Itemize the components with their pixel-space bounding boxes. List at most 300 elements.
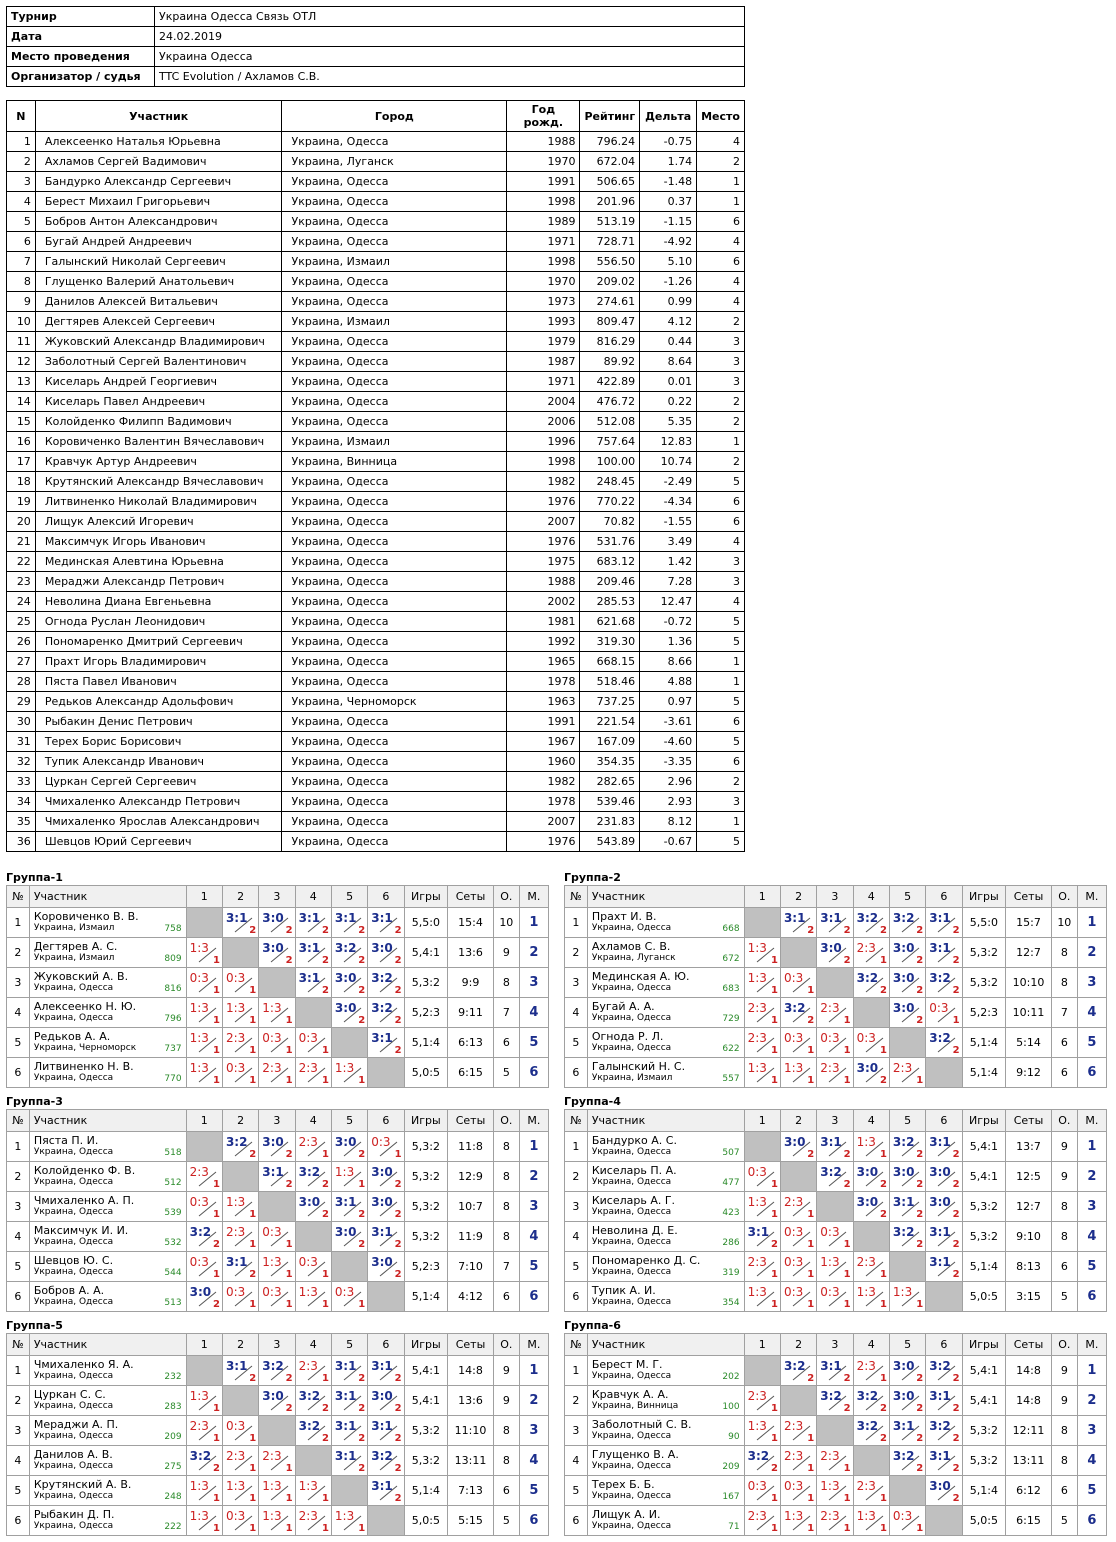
self-match-cell — [780, 938, 816, 968]
match-cell — [889, 1282, 925, 1312]
participant-cell: Рыбакин Денис Петрович — [35, 712, 282, 732]
match-points: 1 — [321, 1373, 329, 1384]
group-header-cell: О. — [493, 1334, 519, 1356]
participant-cell: 683.12 — [580, 552, 640, 572]
match-score: 3:1 — [371, 1479, 393, 1493]
seed-number: 4 — [7, 1222, 30, 1252]
player-rating: 668 — [722, 924, 740, 934]
seed-number: 5 — [7, 1028, 30, 1058]
participant-row — [7, 432, 745, 452]
match-cell — [295, 1416, 331, 1446]
match-cell — [889, 908, 925, 938]
player-city: Украина, Винница — [591, 1400, 679, 1411]
match-points: 1 — [249, 1045, 257, 1056]
match-score: 0:3 — [189, 1195, 209, 1209]
match-score: 3:2 — [929, 1419, 951, 1433]
match-cell — [186, 1386, 222, 1416]
match-score: 3:0 — [856, 1165, 879, 1179]
participant-row — [7, 772, 745, 792]
player-rating: 202 — [722, 1372, 740, 1382]
participant-cell: 1978 — [507, 792, 580, 812]
match-cell — [926, 1416, 962, 1446]
participant-cell: 3 — [697, 572, 745, 592]
match-score: 3:1 — [298, 911, 321, 925]
participant-cell: Дегтярев Алексей Сергеевич — [35, 312, 282, 332]
match-points: 1 — [212, 1015, 220, 1026]
participant-cell: Украина, Одесса — [282, 372, 507, 392]
match-cell — [817, 998, 853, 1028]
player-cell — [587, 998, 744, 1028]
match-cell — [889, 998, 925, 1028]
player-rating: 209 — [722, 1462, 740, 1472]
self-match-cell — [331, 1476, 367, 1506]
match-cell — [186, 1222, 222, 1252]
match-points: 1 — [770, 985, 778, 996]
participant-cell: 539.46 — [580, 792, 640, 812]
points-cell: 8 — [493, 1192, 519, 1222]
match-score: 1:3 — [225, 1001, 246, 1015]
match-points: 1 — [249, 1463, 257, 1474]
place-cell: 1 — [519, 1132, 548, 1162]
sets-cell: 6:13 — [448, 1028, 494, 1058]
match-cell — [926, 968, 962, 998]
match-points: 2 — [843, 925, 851, 936]
sets-cell: 10:10 — [1006, 968, 1052, 998]
match-score: 1:3 — [262, 1255, 282, 1269]
participant-cell: 2.93 — [640, 792, 697, 812]
group-header-cell: Игры — [404, 1110, 448, 1132]
participant-cell: -4.34 — [640, 492, 697, 512]
self-match-cell — [186, 1132, 222, 1162]
group-row — [7, 1222, 549, 1252]
match-score: 1:3 — [747, 1419, 767, 1433]
participant-cell: 4 — [697, 292, 745, 312]
match-points: 1 — [770, 1433, 778, 1444]
participant-cell: Украина, Одесса — [282, 292, 507, 312]
group-header-cell: 6 — [368, 1110, 404, 1132]
participant-cell: 201.96 — [580, 192, 640, 212]
player-city: Украина, Одесса — [33, 1206, 114, 1217]
match-score: 1:3 — [892, 1285, 913, 1299]
points-cell: 6 — [1051, 1476, 1077, 1506]
self-match-cell — [889, 1476, 925, 1506]
participant-row — [7, 312, 745, 332]
participant-cell: 3 — [697, 332, 745, 352]
match-cell — [368, 938, 404, 968]
match-score: 0:3 — [783, 1285, 804, 1299]
group-header-cell: 4 — [853, 1334, 889, 1356]
sets-cell: 14:8 — [1006, 1386, 1052, 1416]
match-cell — [817, 1356, 853, 1386]
place-cell: 4 — [1077, 1446, 1106, 1476]
points-cell: 9 — [493, 938, 519, 968]
match-cell — [889, 968, 925, 998]
match-cell — [186, 1252, 222, 1282]
points-cell: 5 — [493, 1506, 519, 1536]
group-header-cell: М. — [519, 1110, 548, 1132]
match-points: 2 — [843, 1403, 851, 1414]
match-points: 1 — [358, 1523, 366, 1534]
group-header-cell: 2 — [222, 1110, 258, 1132]
match-points: 2 — [285, 1149, 293, 1160]
match-score: 3:1 — [929, 1225, 951, 1239]
participant-row — [7, 632, 745, 652]
tournament-info-table — [6, 6, 745, 87]
group-row — [565, 1132, 1107, 1162]
match-score: 3:0 — [892, 941, 915, 955]
match-cell — [744, 1282, 780, 1312]
player-cell — [29, 938, 186, 968]
group-header-cell: Игры — [962, 1110, 1006, 1132]
participant-row — [7, 652, 745, 672]
match-points: 1 — [952, 1015, 960, 1026]
participant-cell: Украина, Одесса — [282, 632, 507, 652]
match-score: 3:0 — [783, 1135, 806, 1149]
player-rating: 423 — [722, 1208, 740, 1218]
participant-cell: 757.64 — [580, 432, 640, 452]
match-cell — [368, 1416, 404, 1446]
match-cell — [186, 1282, 222, 1312]
match-points: 1 — [807, 1433, 815, 1444]
participant-cell: 5 — [697, 832, 745, 852]
participant-cell: 20 — [7, 512, 36, 532]
player-rating: 90 — [728, 1432, 740, 1442]
match-score: 3:0 — [892, 1001, 915, 1015]
participant-cell: 1992 — [507, 632, 580, 652]
group-row — [565, 1416, 1107, 1446]
place-cell: 2 — [519, 938, 548, 968]
participant-cell: Бугай Андрей Андреевич — [35, 232, 282, 252]
match-score: 1:3 — [747, 941, 767, 955]
match-points: 2 — [285, 1179, 293, 1190]
match-cell — [368, 908, 404, 938]
group-title: Группа-6 — [564, 1319, 621, 1332]
self-match-cell — [295, 1222, 331, 1252]
player-cell — [29, 1446, 186, 1476]
sets-cell: 14:8 — [448, 1356, 494, 1386]
player-rating: 507 — [722, 1148, 740, 1158]
seed-number: 1 — [565, 1356, 588, 1386]
player-name: Бугай А. А. — [591, 999, 655, 1013]
match-points: 1 — [807, 1075, 815, 1086]
group-header-cell: 2 — [780, 1110, 816, 1132]
participant-cell: 14 — [7, 392, 36, 412]
match-points: 2 — [916, 1239, 924, 1250]
match-score: 3:2 — [820, 1389, 842, 1403]
participant-row — [7, 212, 745, 232]
match-points: 1 — [212, 955, 220, 966]
match-score: 0:3 — [747, 1165, 767, 1179]
self-match-cell — [186, 908, 222, 938]
participant-cell: -1.55 — [640, 512, 697, 532]
participant-cell: 1976 — [507, 492, 580, 512]
participant-cell: 36 — [7, 832, 36, 852]
participant-cell: -4.92 — [640, 232, 697, 252]
player-rating: 539 — [164, 1208, 182, 1218]
participant-cell: 0.01 — [640, 372, 697, 392]
match-points: 2 — [249, 1269, 257, 1280]
points-cell: 8 — [493, 1416, 519, 1446]
match-cell — [331, 1132, 367, 1162]
participant-cell: 209.46 — [580, 572, 640, 592]
match-cell — [780, 1132, 816, 1162]
match-points: 1 — [770, 1075, 778, 1086]
match-points: 1 — [879, 955, 887, 966]
match-cell — [853, 1282, 889, 1312]
player-city: Украина, Одесса — [33, 1176, 114, 1187]
match-cell — [853, 1356, 889, 1386]
sets-cell: 9:10 — [1006, 1222, 1052, 1252]
place-cell: 2 — [519, 1162, 548, 1192]
match-score: 0:3 — [820, 1225, 840, 1239]
participant-row — [7, 252, 745, 272]
participant-cell: Лищук Алексий Игоревич — [35, 512, 282, 532]
participant-cell: 33 — [7, 772, 36, 792]
match-points: 1 — [285, 1523, 293, 1534]
group-header-cell: № — [565, 886, 588, 908]
match-points: 1 — [212, 1179, 220, 1190]
participant-cell: -2.49 — [640, 472, 697, 492]
match-cell — [853, 1386, 889, 1416]
match-points: 2 — [358, 1149, 366, 1160]
player-cell — [29, 1058, 186, 1088]
match-cell — [259, 938, 295, 968]
participant-cell: Киселарь Андрей Георгиевич — [35, 372, 282, 392]
match-points: 2 — [394, 1433, 402, 1444]
match-score: 3:2 — [892, 1135, 915, 1149]
group-header-cell: О. — [1051, 886, 1077, 908]
match-score: 3:1 — [820, 1135, 842, 1149]
seed-number: 6 — [565, 1058, 588, 1088]
participant-row — [7, 372, 745, 392]
participant-row — [7, 192, 745, 212]
match-cell — [222, 1416, 258, 1446]
participant-cell: 2 — [697, 452, 745, 472]
match-points: 1 — [321, 1493, 329, 1504]
match-cell — [780, 1356, 816, 1386]
points-cell: 7 — [493, 998, 519, 1028]
participant-cell: Украина, Одесса — [282, 532, 507, 552]
match-points: 2 — [212, 1299, 220, 1310]
participant-cell: 2 — [697, 312, 745, 332]
participant-cell: Украина, Одесса — [282, 812, 507, 832]
participant-cell: 1988 — [507, 132, 580, 152]
match-score: 2:3 — [856, 1255, 876, 1269]
player-cell — [29, 1282, 186, 1312]
participant-cell: Алексеенко Наталья Юрьевна — [35, 132, 282, 152]
participant-cell: 4 — [697, 592, 745, 612]
match-score: 0:3 — [262, 1285, 282, 1299]
match-points: 2 — [916, 955, 924, 966]
match-score: 3:0 — [892, 1359, 915, 1373]
participant-cell: Украина, Одесса — [282, 492, 507, 512]
match-score: 0:3 — [262, 1031, 282, 1045]
participants-header: N — [7, 101, 36, 132]
place-cell: 2 — [1077, 938, 1106, 968]
participant-cell: 1989 — [507, 212, 580, 232]
match-points: 1 — [212, 1493, 220, 1504]
match-points: 2 — [249, 925, 257, 936]
match-score: 0:3 — [262, 1225, 282, 1239]
match-cell — [780, 1506, 816, 1536]
match-points: 2 — [879, 1403, 887, 1414]
match-points: 1 — [770, 1523, 778, 1534]
match-cell — [186, 1506, 222, 1536]
group-row — [565, 1222, 1107, 1252]
participant-row — [7, 672, 745, 692]
self-match-cell — [222, 1162, 258, 1192]
match-cell — [817, 1132, 853, 1162]
player-city: Украина, Одесса — [33, 1520, 114, 1531]
points-cell: 9 — [1051, 1162, 1077, 1192]
group-table — [6, 1333, 549, 1536]
player-rating: 816 — [164, 984, 182, 994]
group-row — [565, 1446, 1107, 1476]
participant-cell: Украина, Винница — [282, 452, 507, 472]
place-cell: 1 — [1077, 1356, 1106, 1386]
group-header-cell: 1 — [744, 886, 780, 908]
match-cell — [222, 1476, 258, 1506]
games-cell: 5,3:2 — [404, 1222, 448, 1252]
match-cell — [259, 1386, 295, 1416]
match-cell — [222, 1192, 258, 1222]
match-points: 2 — [212, 1463, 220, 1474]
participant-cell: 282.65 — [580, 772, 640, 792]
participant-cell: 22 — [7, 552, 36, 572]
participant-cell: Берест Михаил Григорьевич — [35, 192, 282, 212]
participant-cell: 5.10 — [640, 252, 697, 272]
player-city: Украина, Одесса — [33, 1236, 114, 1247]
seed-number: 5 — [565, 1028, 588, 1058]
player-city: Украина, Одесса — [33, 1370, 114, 1381]
match-score: 1:3 — [334, 1061, 355, 1075]
match-points: 2 — [358, 955, 366, 966]
match-cell — [744, 1192, 780, 1222]
group-header-cell: № — [565, 1334, 588, 1356]
participant-cell: 4 — [7, 192, 36, 212]
participant-cell: 1973 — [507, 292, 580, 312]
match-score: 3:1 — [929, 1255, 951, 1269]
participant-cell: Крутянский Александр Вячеславович — [35, 472, 282, 492]
self-match-cell — [926, 1058, 962, 1088]
match-points: 2 — [394, 955, 402, 966]
self-match-cell — [926, 1282, 962, 1312]
group-header-cell: 4 — [295, 886, 331, 908]
participant-cell: 1998 — [507, 452, 580, 472]
match-points: 1 — [770, 1299, 778, 1310]
player-cell — [29, 1028, 186, 1058]
participant-row — [7, 572, 745, 592]
participant-cell: Украина, Одесса — [282, 352, 507, 372]
participant-cell: Украина, Луганск — [282, 152, 507, 172]
match-points: 2 — [249, 1149, 257, 1160]
points-cell: 6 — [493, 1028, 519, 1058]
match-cell — [780, 1222, 816, 1252]
match-score: 2:3 — [783, 1195, 804, 1209]
participant-cell: Украина, Одесса — [282, 652, 507, 672]
match-score: 0:3 — [225, 1509, 246, 1523]
match-cell — [222, 1252, 258, 1282]
player-cell — [587, 1132, 744, 1162]
group-row — [7, 1028, 549, 1058]
match-score: 3:2 — [929, 1031, 951, 1045]
participant-cell: 1988 — [507, 572, 580, 592]
participant-cell: 1982 — [507, 772, 580, 792]
group-row — [565, 998, 1107, 1028]
match-cell — [780, 1282, 816, 1312]
place-cell: 5 — [1077, 1476, 1106, 1506]
match-cell — [259, 1132, 295, 1162]
participant-cell: -3.35 — [640, 752, 697, 772]
place-cell: 4 — [519, 1222, 548, 1252]
match-cell — [368, 968, 404, 998]
participant-cell: 4.88 — [640, 672, 697, 692]
group-row — [565, 1356, 1107, 1386]
match-score: 3:0 — [371, 1389, 393, 1403]
match-score: 3:1 — [298, 941, 321, 955]
participant-cell: 1971 — [507, 232, 580, 252]
match-cell — [926, 1132, 962, 1162]
games-cell: 5,0:5 — [962, 1506, 1006, 1536]
participant-cell: 4.12 — [640, 312, 697, 332]
place-cell: 4 — [519, 1446, 548, 1476]
group-row — [7, 1506, 549, 1536]
match-cell — [926, 1356, 962, 1386]
participant-cell: Литвиненко Николай Владимирович — [35, 492, 282, 512]
match-cell — [817, 1252, 853, 1282]
participant-cell: Украина, Измаил — [282, 432, 507, 452]
match-cell — [853, 908, 889, 938]
player-city: Украина, Измаил — [33, 922, 115, 933]
match-cell — [744, 1028, 780, 1058]
participant-cell: Украина, Одесса — [282, 232, 507, 252]
sets-cell: 13:11 — [448, 1446, 494, 1476]
match-points: 1 — [249, 1239, 257, 1250]
player-rating: 283 — [164, 1402, 182, 1412]
group-row — [7, 1132, 549, 1162]
participant-cell: 5 — [697, 472, 745, 492]
group-header-cell: М. — [1077, 886, 1106, 908]
games-cell: 5,4:1 — [404, 1356, 448, 1386]
player-cell — [29, 908, 186, 938]
participant-cell: 506.65 — [580, 172, 640, 192]
games-cell: 5,3:2 — [404, 968, 448, 998]
participant-cell: 3 — [697, 352, 745, 372]
match-points: 1 — [249, 1493, 257, 1504]
match-cell — [853, 1416, 889, 1446]
participant-cell: 6 — [697, 752, 745, 772]
group-row — [7, 1252, 549, 1282]
match-score: 2:3 — [298, 1509, 318, 1523]
participant-cell: 770.22 — [580, 492, 640, 512]
participant-cell: 1 — [697, 812, 745, 832]
match-score: 1:3 — [747, 1195, 767, 1209]
match-cell — [744, 1476, 780, 1506]
participant-cell: 23 — [7, 572, 36, 592]
sets-cell: 11:10 — [448, 1416, 494, 1446]
participant-cell: 30 — [7, 712, 36, 732]
participant-cell: 1 — [697, 432, 745, 452]
match-score: 0:3 — [783, 1225, 804, 1239]
match-points: 2 — [879, 1179, 887, 1190]
participant-cell: 0.99 — [640, 292, 697, 312]
match-cell — [331, 1282, 367, 1312]
participant-row — [7, 592, 745, 612]
participant-cell: 19 — [7, 492, 36, 512]
match-cell — [889, 1416, 925, 1446]
match-score: 3:2 — [856, 971, 879, 985]
participant-cell: 1 — [7, 132, 36, 152]
